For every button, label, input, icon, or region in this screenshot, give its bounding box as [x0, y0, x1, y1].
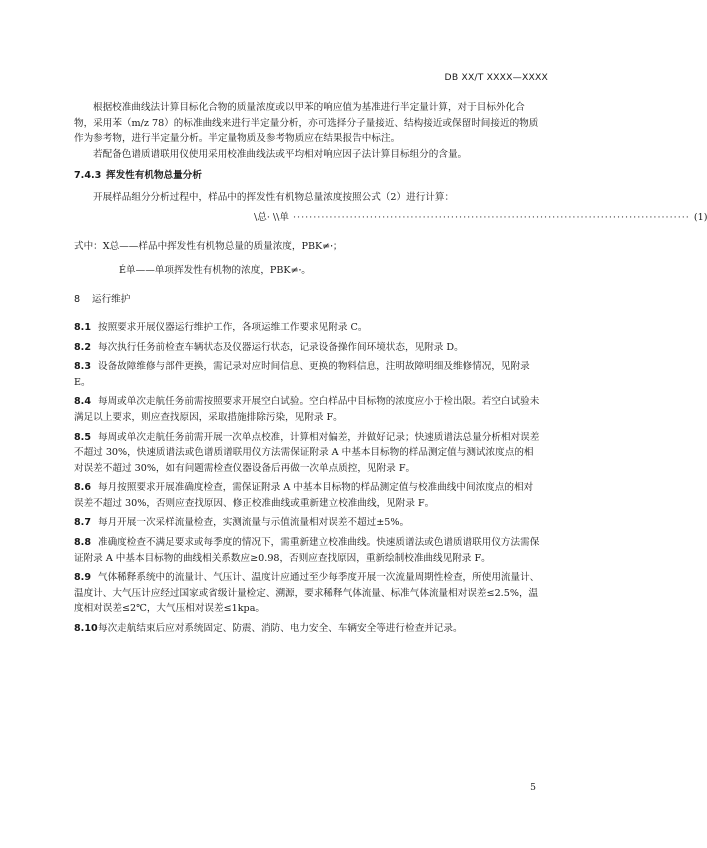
clause-number: 8.3 [74, 361, 91, 373]
section-heading-7-4-3 [74, 168, 540, 184]
clause-text: 每月开展一次采样流量检查，实测流量与示值流量相对误差不超过±5%。 [98, 517, 410, 529]
paragraph-total-voc: 开展样品组分分析过程中，样品中的挥发性有机物总量浓度按照公式（2）进行计算： [93, 191, 455, 203]
formula: \总· \\单 [254, 211, 289, 223]
paragraph-semiquantitative: 根据校准曲线法计算目标化合物的质量浓度或以甲苯的响应值为基准进行半定量计算，对于目标外化合物，采用苯（m/z 78）的标准曲线来进行半定量分析，亦可选择分子量接近、结构接近或保留时间接近的物质作为参考物，进行半定量分析。半定量物质及参考物质应在结果报告中标注。 [74, 102, 539, 145]
section-heading-8 [74, 292, 540, 308]
clause-text: 气体稀释系统中的流量计、气压计、温度计应通过至少每季度开展一次流量周期性检查，所使用流量计、温度计、大气压计应经过国家或省级计量检定、溯源，要求稀释气体流量、标准气体流量相对误差≤2.5%，温度相对误差≤2℃，大气压相对误差≤1kpa。 [74, 572, 540, 615]
clause-number: 8.2 [74, 341, 91, 353]
equation-number: (1) [693, 211, 707, 223]
clause-text: 每周或单次走航任务前需按照要求开展空白试验。空白样品中目标物的浓度应小于检出限。若空白试验未满足以上要求，则应查找原因，采取措施排除污染，见附录 F。 [74, 396, 540, 423]
clause-item [74, 621, 540, 637]
formula-leader-dots: ·································································································· [292, 211, 690, 223]
clause-item [74, 430, 540, 477]
clause-item [74, 320, 540, 336]
section-number: 7.4.3 [74, 170, 102, 182]
clause-item [74, 535, 540, 566]
clause-number: 8.4 [74, 396, 91, 408]
clause-item [74, 570, 540, 617]
clause-number: 8.1 [74, 321, 91, 333]
definition-single: É单——单项挥发性有机物的浓度，PBK≠੶。 [119, 264, 311, 276]
page-content [74, 100, 707, 641]
clause-number: 8.5 [74, 431, 91, 443]
clause-list [74, 320, 540, 637]
paragraph-gcms: 若配备色谱质谱联用仪使用采用校准曲线法或平均相对响应因子法计算目标组分的含量。 [93, 148, 468, 160]
clause-text: 按照要求开展仪器运行维护工作，各项运维工作要求见附录 C。 [98, 321, 368, 333]
section-title: 挥发性有机物总量分析 [106, 170, 202, 182]
formula-line [254, 210, 707, 226]
clause-item [74, 340, 540, 356]
clause-number: 8.8 [74, 537, 91, 549]
section-title: 运行维护 [92, 294, 131, 306]
clause-text: 设备故障维修与部件更换，需记录对应时间信息、更换的物料信息，注明故障明细及维修情况，见附录 E。 [74, 361, 530, 388]
clause-number: 8.10 [74, 623, 98, 635]
document-id: DB XX/T XXXX—XXXX [444, 72, 548, 83]
section-number: 8 [74, 294, 81, 306]
clause-item [74, 480, 540, 511]
clause-item [74, 515, 540, 531]
clause-number: 8.9 [74, 572, 91, 584]
page-number: 5 [530, 782, 536, 793]
clause-text: 每月按照要求开展准确度检查，需保证附录 A 中基本目标物的样品测定值与校准曲线中间浓度点的相对误差不超过 30%，否则应查找原因、修正校准曲线或重新建立校准曲线，见附录 F。 [74, 482, 534, 509]
clause-item [74, 394, 540, 425]
clause-text: 每次走航结束后应对系统固定、防震、消防、电力安全、车辆安全等进行检查并记录。 [98, 623, 463, 635]
definition-total: 式中：X总——样品中挥发性有机物总量的质量浓度，PBK≠੶； [74, 241, 343, 253]
clause-number: 8.7 [74, 517, 91, 529]
clause-text: 每周或单次走航任务前需开展一次单点校准，计算相对偏差，并做好记录；快速质谱法总量分析相对误差不超过 30%，快速质谱法或色谱质谱联用仪方法需保证附录 A 中基本目标物的样品测定值与测试浓度点的相对误差不超过 30%，如有问题需检查仪器设备后再做一次单点质控，见附录 F。 [74, 431, 540, 474]
clause-text: 准确度检查不满足要求或每季度的情况下，需重新建立校准曲线。快速质谱法或色谱质谱联用仪方法需保证附录 A 中基本目标物的曲线相关系数应≥0.98，否则应查找原因，重新绘制校准曲线见附录 F。 [74, 537, 540, 564]
clause-text: 每次执行任务前检查车辆状态及仪器运行状态，记录设备操作间环境状态，见附录 D。 [98, 341, 464, 353]
clause-item [74, 359, 540, 390]
clause-number: 8.6 [74, 482, 91, 494]
